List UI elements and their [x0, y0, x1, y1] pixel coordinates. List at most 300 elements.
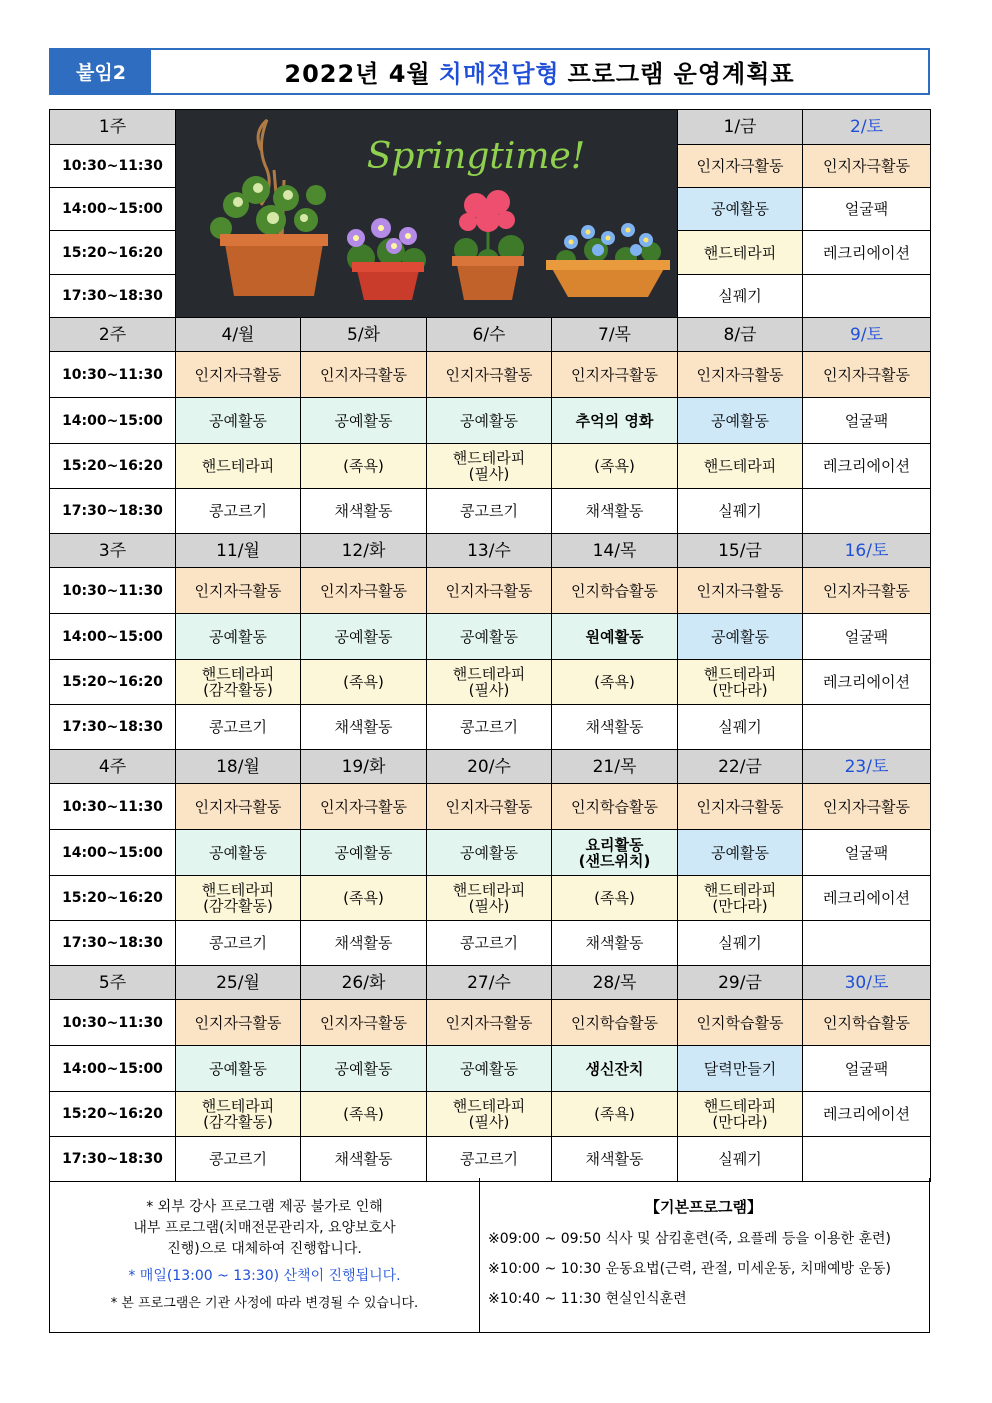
- activity-text-line: 콩고르기: [460, 1150, 518, 1168]
- activity-cell: [427, 352, 552, 398]
- activity-cell: [301, 444, 427, 489]
- basic-program-item: ※10:40 ~ 11:30 현실인식훈련: [488, 1291, 687, 1307]
- activity-text-line: 채색활동: [585, 502, 644, 520]
- activity-cell: [552, 830, 678, 876]
- activity-cell: [427, 876, 552, 921]
- time-slot-label: 17:30~18:30: [50, 274, 176, 317]
- activity-text-line: 채색활동: [334, 502, 393, 520]
- week-header-row: [50, 110, 931, 145]
- week-header-row: [50, 318, 931, 352]
- activity-text-line: (감각활동): [203, 1113, 273, 1131]
- activity-cell: [678, 1137, 803, 1182]
- activity-cell: [176, 568, 301, 614]
- week-header-row: [50, 966, 931, 1000]
- activity-cell: [427, 398, 552, 444]
- activity-cell: [803, 1046, 931, 1092]
- day-header: 11/월: [176, 534, 301, 568]
- activity-text-line: 공예활동: [334, 1059, 393, 1078]
- activity-cell: [301, 784, 427, 830]
- activity-text-line: 핸드테라피: [703, 243, 777, 262]
- activity-cell: [803, 660, 931, 705]
- week-label: 3주: [50, 534, 176, 568]
- activity-text-line: 채색활동: [585, 718, 644, 736]
- activity-cell: [552, 398, 678, 444]
- activity-cell: [176, 705, 301, 750]
- day-header: 26/화: [301, 966, 427, 1000]
- activity-text-line: 인지자극활동: [571, 365, 658, 384]
- basic-program-box: [480, 1178, 929, 1332]
- notice-line: 내부 프로그램(치매전문관리자, 요양보호사: [133, 1219, 396, 1236]
- document-title: [151, 50, 928, 93]
- activity-text-line: 핸드테라피: [703, 457, 777, 475]
- schedule-table: [49, 109, 931, 1182]
- activity-cell: [803, 145, 931, 188]
- activity-cell: [176, 444, 301, 489]
- activity-text-line: 인지자극활동: [320, 1013, 407, 1032]
- activity-cell: [427, 705, 552, 750]
- activity-cell: [427, 660, 552, 705]
- title-highlight: 치매전담형: [438, 60, 560, 88]
- day-header: 7/목: [552, 318, 678, 352]
- change-note: * 본 프로그램은 기관 사정에 따라 변경될 수 있습니다.: [110, 1295, 419, 1311]
- walk-note: * 매일(13:00 ~ 13:30) 산책이 진행됩니다.: [128, 1267, 401, 1284]
- activity-cell: [301, 921, 427, 966]
- activity-cell: [301, 489, 427, 534]
- time-slot-label: 14:00~15:00: [50, 830, 176, 876]
- activity-cell: [427, 489, 552, 534]
- time-slot-row: [50, 568, 931, 614]
- activity-text-line: 공예활동: [460, 843, 518, 862]
- activity-cell: [803, 830, 931, 876]
- time-slot-row: [50, 614, 931, 660]
- activity-cell: [552, 614, 678, 660]
- activity-cell: [427, 444, 552, 489]
- activity-text-line: (족욕): [594, 1105, 635, 1123]
- title-prefix: 2022년 4월: [284, 60, 431, 88]
- activity-cell: [552, 705, 678, 750]
- time-slot-row: [50, 660, 931, 705]
- time-slot-row: [50, 1000, 931, 1046]
- activity-text-line: (족욕): [594, 673, 635, 691]
- activity-text-line: 콩고르기: [209, 1150, 267, 1168]
- activity-text-line: 레크리에이션: [823, 243, 910, 262]
- activity-cell: [803, 1000, 931, 1046]
- notice-line: 진행)으로 대체하여 진행합니다.: [167, 1240, 362, 1257]
- activity-text-line: 얼굴팩: [844, 1059, 889, 1078]
- activity-text-line: (필사): [468, 465, 510, 483]
- activity-cell: [301, 705, 427, 750]
- activity-text-line: 달력만들기: [703, 1059, 777, 1078]
- activity-cell: [301, 1092, 427, 1137]
- activity-text-line: 인지자극활동: [696, 581, 784, 600]
- activity-text-line: 공예활동: [460, 1059, 518, 1078]
- activity-text-line: 인지자극활동: [320, 365, 407, 384]
- activity-cell: [427, 830, 552, 876]
- day-header: 5/화: [301, 318, 427, 352]
- activity-cell: [803, 614, 931, 660]
- activity-cell: [678, 921, 803, 966]
- activity-text-line: 인지자극활동: [823, 157, 910, 176]
- activity-cell: [678, 274, 803, 317]
- activity-text-line: 얼굴팩: [844, 411, 889, 430]
- activity-cell: [803, 921, 931, 966]
- activity-text-line: 인지자극활동: [194, 1013, 282, 1032]
- activity-text-line: 인지학습활동: [571, 797, 658, 816]
- activity-text-line: 얼굴팩: [844, 843, 889, 862]
- activity-cell: [176, 489, 301, 534]
- day-header: 4/월: [176, 318, 301, 352]
- activity-text-line: (족욕): [343, 673, 384, 691]
- day-header: 23/토: [803, 750, 931, 784]
- activity-text-line: 인지자극활동: [194, 797, 282, 816]
- day-header: 16/토: [803, 534, 931, 568]
- day-header: 27/수: [427, 966, 552, 1000]
- activity-text-line: (만다라): [712, 1113, 768, 1131]
- time-slot-label: 15:20~16:20: [50, 660, 176, 705]
- activity-text-line: 인지자극활동: [823, 797, 910, 816]
- activity-text-line: 공예활동: [334, 627, 393, 646]
- activity-cell: [301, 352, 427, 398]
- time-slot-label: 15:20~16:20: [50, 876, 176, 921]
- activity-cell: [803, 568, 931, 614]
- activity-text-line: 얼굴팩: [844, 200, 889, 219]
- activity-cell: [678, 352, 803, 398]
- activity-text-line: 핸드테라피: [452, 1097, 526, 1115]
- time-slot-label: 10:30~11:30: [50, 568, 176, 614]
- activity-text-line: 인지학습활동: [571, 1013, 658, 1032]
- activity-text-line: 인지자극활동: [445, 581, 533, 600]
- activity-cell: [176, 352, 301, 398]
- activity-text-line: 핸드테라피: [703, 881, 777, 899]
- activity-text-line: 콩고르기: [460, 502, 518, 520]
- activity-text-line: (족욕): [594, 457, 635, 475]
- time-slot-label: 10:30~11:30: [50, 784, 176, 830]
- activity-text-line: 공예활동: [209, 411, 267, 430]
- activity-cell: [301, 1137, 427, 1182]
- week-label: 2주: [50, 318, 176, 352]
- activity-cell: [803, 444, 931, 489]
- activity-cell: [552, 1000, 678, 1046]
- activity-text-line: 채색활동: [334, 718, 393, 736]
- activity-cell: [552, 876, 678, 921]
- activity-text-line: 채색활동: [334, 1150, 393, 1168]
- activity-text-line: 공예활동: [711, 411, 769, 430]
- time-slot-label: 15:20~16:20: [50, 231, 176, 274]
- time-slot-row: [50, 705, 931, 750]
- activity-cell: [427, 568, 552, 614]
- time-slot-row: [50, 398, 931, 444]
- activity-cell: [678, 188, 803, 231]
- activity-cell: [427, 614, 552, 660]
- day-header: 14/목: [552, 534, 678, 568]
- day-header: 18/월: [176, 750, 301, 784]
- activity-text-line: 핸드테라피: [703, 1097, 777, 1115]
- activity-text-line: 레크리에이션: [823, 673, 910, 691]
- activity-text-line: 공예활동: [209, 843, 267, 862]
- activity-cell: [803, 231, 931, 274]
- activity-cell: [552, 921, 678, 966]
- activity-cell: [176, 660, 301, 705]
- activity-cell: [678, 705, 803, 750]
- activity-text-line: 인지학습활동: [696, 1013, 784, 1032]
- activity-cell: [176, 1046, 301, 1092]
- activity-text-line: 공예활동: [209, 627, 267, 646]
- time-slot-label: 10:30~11:30: [50, 145, 176, 188]
- day-header: 13/수: [427, 534, 552, 568]
- notice-box: [50, 1178, 480, 1332]
- time-slot-label: 17:30~18:30: [50, 705, 176, 750]
- activity-text-line: 핸드테라피: [452, 449, 526, 467]
- activity-text-line: 공예활동: [209, 1059, 267, 1078]
- activity-cell: [678, 876, 803, 921]
- time-slot-row: [50, 784, 931, 830]
- activity-cell: [678, 660, 803, 705]
- week-header-row: [50, 534, 931, 568]
- activity-cell: [301, 1046, 427, 1092]
- activity-cell: [678, 489, 803, 534]
- activity-cell: [176, 1000, 301, 1046]
- day-header: 21/목: [552, 750, 678, 784]
- time-slot-label: 10:30~11:30: [50, 352, 176, 398]
- activity-text-line: 실꿰기: [718, 1150, 762, 1168]
- activity-cell: [176, 398, 301, 444]
- activity-cell: [803, 1137, 931, 1182]
- day-header: 30/토: [803, 966, 931, 1000]
- activity-cell: [552, 1137, 678, 1182]
- activity-text-line: (필사): [468, 897, 510, 915]
- activity-cell: [301, 614, 427, 660]
- activity-cell: [803, 784, 931, 830]
- activity-text-line: 레크리에이션: [823, 889, 910, 907]
- activity-text-line: 공예활동: [711, 200, 769, 219]
- activity-cell: [678, 1046, 803, 1092]
- day-header: 1/금: [678, 110, 803, 145]
- basic-program-title: 【기본프로그램】: [645, 1198, 762, 1216]
- time-slot-row: [50, 921, 931, 966]
- activity-text-line: 공예활동: [460, 627, 518, 646]
- activity-text-line: 실꿰기: [718, 286, 762, 305]
- activity-cell: [301, 830, 427, 876]
- activity-text-line: 채색활동: [585, 1150, 644, 1168]
- activity-text-line: 인지자극활동: [194, 581, 282, 600]
- activity-cell: [678, 1000, 803, 1046]
- activity-cell: [427, 1092, 552, 1137]
- activity-cell: [552, 444, 678, 489]
- activity-cell: [176, 830, 301, 876]
- day-header: 25/월: [176, 966, 301, 1000]
- activity-text-line: 채색활동: [585, 934, 644, 952]
- activity-cell: [803, 1092, 931, 1137]
- activity-text-line: (족욕): [594, 889, 635, 907]
- activity-text-line: 핸드테라피: [201, 1097, 275, 1115]
- activity-text-line: 생신잔치: [585, 1059, 644, 1078]
- activity-text-line: 콩고르기: [209, 934, 267, 952]
- activity-text-line: (감각활동): [203, 897, 273, 915]
- day-header: 15/금: [678, 534, 803, 568]
- activity-cell: [803, 876, 931, 921]
- activity-text-line: 실꿰기: [718, 934, 762, 952]
- day-header: 28/목: [552, 966, 678, 1000]
- activity-text-line: 인지학습활동: [571, 581, 658, 600]
- activity-cell: [552, 660, 678, 705]
- activity-text-line: 레크리에이션: [823, 1105, 910, 1123]
- activity-cell: [301, 660, 427, 705]
- activity-cell: [552, 1092, 678, 1137]
- activity-cell: [427, 921, 552, 966]
- activity-text-line: 콩고르기: [209, 718, 267, 736]
- day-header: 9/토: [803, 318, 931, 352]
- activity-cell: [678, 231, 803, 274]
- activity-text-line: 인지자극활동: [823, 581, 910, 600]
- activity-text-line: 인지자극활동: [445, 365, 533, 384]
- day-header: 6/수: [427, 318, 552, 352]
- time-slot-row: [50, 352, 931, 398]
- day-header: 20/수: [427, 750, 552, 784]
- activity-cell: [803, 188, 931, 231]
- title-suffix: 프로그램 운영계획표: [567, 60, 795, 88]
- activity-cell: [678, 145, 803, 188]
- time-slot-label: 15:20~16:20: [50, 444, 176, 489]
- activity-text-line: (족욕): [343, 457, 384, 475]
- springtime-text: Springtime!: [366, 136, 586, 177]
- time-slot-row: [50, 444, 931, 489]
- time-slot-row: [50, 1092, 931, 1137]
- activity-cell: [803, 352, 931, 398]
- activity-text-line: (만다라): [712, 681, 768, 699]
- week-header-row: [50, 750, 931, 784]
- activity-text-line: (필사): [468, 1113, 510, 1131]
- activity-cell: [176, 784, 301, 830]
- day-header: 2/토: [803, 110, 931, 145]
- activity-text-line: (만다라): [712, 897, 768, 915]
- activity-cell: [301, 568, 427, 614]
- activity-cell: [552, 568, 678, 614]
- activity-cell: [427, 1137, 552, 1182]
- time-slot-row: [50, 876, 931, 921]
- activity-text-line: 인지자극활동: [320, 581, 407, 600]
- activity-text-line: 원예활동: [585, 627, 644, 646]
- activity-text-line: 공예활동: [334, 843, 393, 862]
- activity-cell: [427, 1000, 552, 1046]
- activity-cell: [427, 1046, 552, 1092]
- week-label: 4주: [50, 750, 176, 784]
- time-slot-row: [50, 1046, 931, 1092]
- activity-cell: [803, 705, 931, 750]
- activity-cell: [678, 784, 803, 830]
- activity-cell: [552, 352, 678, 398]
- activity-cell: [803, 398, 931, 444]
- activity-text-line: 인지자극활동: [445, 797, 533, 816]
- activity-text-line: 핸드테라피: [703, 665, 777, 683]
- activity-text-line: 인지자극활동: [194, 365, 282, 384]
- activity-cell: [803, 489, 931, 534]
- activity-text-line: 공예활동: [711, 843, 769, 862]
- activity-cell: [803, 274, 931, 317]
- time-slot-row: [50, 489, 931, 534]
- day-header: 22/금: [678, 750, 803, 784]
- time-slot-row: [50, 1137, 931, 1182]
- activity-cell: [678, 1092, 803, 1137]
- activity-cell: [176, 1137, 301, 1182]
- activity-cell: [678, 398, 803, 444]
- activity-cell: [176, 921, 301, 966]
- activity-text-line: 인지자극활동: [696, 157, 784, 176]
- activity-cell: [678, 568, 803, 614]
- activity-text-line: 인지자극활동: [823, 365, 910, 384]
- activity-text-line: 레크리에이션: [823, 457, 910, 475]
- activity-text-line: 콩고르기: [460, 934, 518, 952]
- activity-text-line: 공예활동: [334, 411, 393, 430]
- day-header: 29/금: [678, 966, 803, 1000]
- week-label: 5주: [50, 966, 176, 1000]
- activity-text-line: 핸드테라피: [452, 665, 526, 683]
- activity-cell: [427, 784, 552, 830]
- day-header: 8/금: [678, 318, 803, 352]
- time-slot-label: 17:30~18:30: [50, 921, 176, 966]
- time-slot-label: 10:30~11:30: [50, 1000, 176, 1046]
- activity-text-line: (감각활동): [203, 681, 273, 699]
- activity-text-line: 콩고르기: [209, 502, 267, 520]
- day-header: 19/화: [301, 750, 427, 784]
- activity-cell: [301, 1000, 427, 1046]
- activity-cell: [301, 876, 427, 921]
- activity-text-line: 실꿰기: [718, 718, 762, 736]
- activity-text-line: 핸드테라피: [201, 881, 275, 899]
- activity-text-line: 핸드테라피: [452, 881, 526, 899]
- time-slot-label: 15:20~16:20: [50, 1092, 176, 1137]
- time-slot-row: [50, 830, 931, 876]
- activity-text-line: 채색활동: [334, 934, 393, 952]
- activity-cell: [552, 489, 678, 534]
- time-slot-label: 17:30~18:30: [50, 489, 176, 534]
- notice-line: * 외부 강사 프로그램 제공 불가로 인해: [146, 1198, 383, 1215]
- activity-text-line: (샌드위치): [578, 851, 651, 870]
- document-header: [49, 48, 930, 95]
- activity-cell: [678, 614, 803, 660]
- activity-text-line: (족욕): [343, 889, 384, 907]
- basic-program-item: ※09:00 ~ 09:50 식사 및 삼킴훈련(죽, 요플레 등을 이용한 훈련): [488, 1231, 892, 1247]
- time-slot-label: 14:00~15:00: [50, 614, 176, 660]
- activity-text-line: 실꿰기: [718, 502, 762, 520]
- time-slot-label: 14:00~15:00: [50, 188, 176, 231]
- activity-text-line: 공예활동: [460, 411, 518, 430]
- activity-cell: [552, 784, 678, 830]
- activity-text-line: 얼굴팩: [844, 627, 889, 646]
- time-slot-label: 14:00~15:00: [50, 398, 176, 444]
- springtime-image-cell: [176, 110, 678, 318]
- activity-text-line: 인지자극활동: [445, 1013, 533, 1032]
- activity-text-line: 인지자극활동: [696, 797, 784, 816]
- activity-text-line: 요리활동: [585, 835, 644, 854]
- activity-cell: [678, 830, 803, 876]
- activity-cell: [678, 444, 803, 489]
- activity-text-line: 공예활동: [711, 627, 769, 646]
- activity-text-line: 인지학습활동: [823, 1013, 910, 1032]
- activity-text-line: (족욕): [343, 1105, 384, 1123]
- activity-text-line: 핸드테라피: [201, 457, 275, 475]
- activity-text-line: 인지자극활동: [320, 797, 407, 816]
- attachment-badge: 붙임2: [51, 50, 151, 93]
- footer-notes: [49, 1178, 930, 1333]
- activity-cell: [301, 398, 427, 444]
- day-header: 12/화: [301, 534, 427, 568]
- week-label: 1주: [50, 110, 176, 145]
- activity-text-line: 핸드테라피: [201, 665, 275, 683]
- activity-cell: [176, 876, 301, 921]
- activity-cell: [176, 614, 301, 660]
- activity-text-line: 추억의 영화: [575, 411, 654, 430]
- time-slot-label: 14:00~15:00: [50, 1046, 176, 1092]
